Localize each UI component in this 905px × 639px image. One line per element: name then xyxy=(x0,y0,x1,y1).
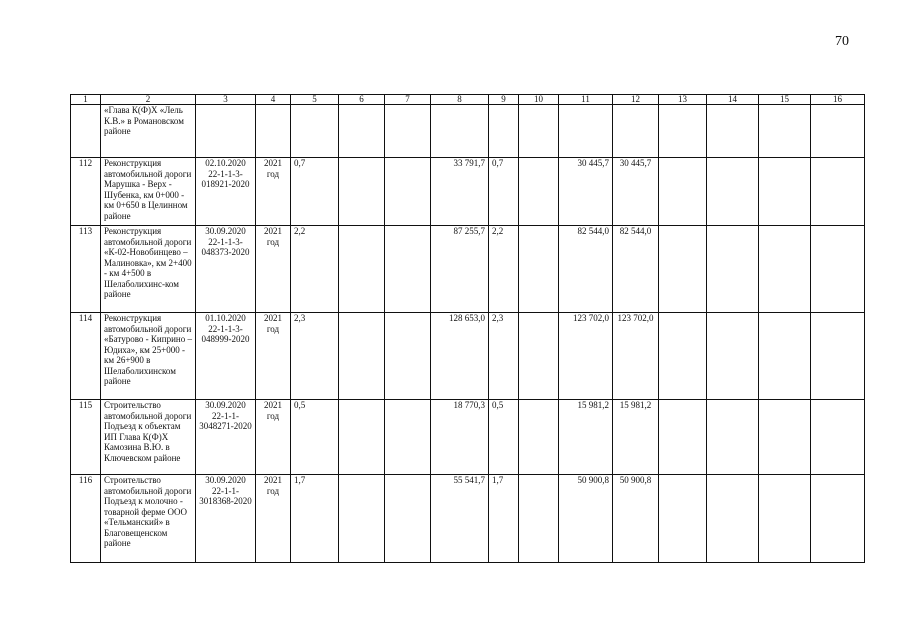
table-cell xyxy=(431,105,489,158)
table-cell xyxy=(291,105,339,158)
table-cell xyxy=(559,105,613,158)
table-cell: 82 544,0 xyxy=(613,226,659,313)
column-header: 3 xyxy=(196,95,256,105)
table-cell xyxy=(339,400,385,475)
table-cell: 128 653,0 xyxy=(431,313,489,400)
table-cell xyxy=(811,400,865,475)
table-cell xyxy=(707,158,759,226)
table-cell xyxy=(811,105,865,158)
column-header: 16 xyxy=(811,95,865,105)
table-cell xyxy=(256,105,291,158)
column-header: 11 xyxy=(559,95,613,105)
table-cell: 1,7 xyxy=(489,475,519,563)
table-cell xyxy=(339,158,385,226)
table-row xyxy=(71,226,865,313)
table-cell: 50 900,8 xyxy=(559,475,613,563)
table-cell xyxy=(519,226,559,313)
table-cell: 2021 год xyxy=(256,475,291,563)
column-header: 12 xyxy=(613,95,659,105)
table-cell: 02.10.2020 22-1-1-3-018921-2020 xyxy=(196,158,256,226)
table-cell xyxy=(385,475,431,563)
table-cell: Строительство автомобильной дороги Подъезд к объектам ИП Глава К(Ф)Х Камозина В.Ю. в Ключевском районе xyxy=(101,400,196,475)
table-cell xyxy=(385,158,431,226)
column-header: 13 xyxy=(659,95,707,105)
table-cell xyxy=(339,105,385,158)
table-cell xyxy=(196,105,256,158)
table-cell xyxy=(385,400,431,475)
table-cell: Реконструкция автомобильной дороги «К-02-Новобинцево – Малиновка», км 2+400 - км 4+500 в Шелаболихинс-ком районе xyxy=(101,226,196,313)
table-cell xyxy=(707,105,759,158)
table-cell: 123 702,0 xyxy=(559,313,613,400)
column-header: 10 xyxy=(519,95,559,105)
table-cell: 30 445,7 xyxy=(613,158,659,226)
table-cell: 2021 год xyxy=(256,400,291,475)
data-table xyxy=(70,94,865,563)
page-number: 70 xyxy=(835,34,849,49)
table-cell xyxy=(385,313,431,400)
table-cell xyxy=(707,313,759,400)
table-cell: 2021 год xyxy=(256,158,291,226)
header-row xyxy=(71,95,865,105)
table-cell xyxy=(707,400,759,475)
table-cell xyxy=(489,105,519,158)
column-header: 6 xyxy=(339,95,385,105)
table-cell xyxy=(707,475,759,563)
table-cell xyxy=(759,158,811,226)
table-cell: 82 544,0 xyxy=(559,226,613,313)
table-cell xyxy=(811,313,865,400)
column-header: 5 xyxy=(291,95,339,105)
table-cell xyxy=(339,313,385,400)
table-cell xyxy=(519,400,559,475)
table-cell xyxy=(385,226,431,313)
table-cell xyxy=(811,158,865,226)
column-header: 1 xyxy=(71,95,101,105)
table-cell: 2,2 xyxy=(489,226,519,313)
table-cell: 116 xyxy=(71,475,101,563)
table-cell: Реконструкция автомобильной дороги Марушка - Верх - Шубенка, км 0+000 - км 0+650 в Целинном районе xyxy=(101,158,196,226)
table-cell xyxy=(659,400,707,475)
table-cell: 15 981,2 xyxy=(559,400,613,475)
table-cell xyxy=(759,475,811,563)
table-cell: 50 900,8 xyxy=(613,475,659,563)
table-cell: 2,2 xyxy=(291,226,339,313)
table-cell xyxy=(519,313,559,400)
table-cell: 87 255,7 xyxy=(431,226,489,313)
table-cell xyxy=(707,226,759,313)
table-cell: 33 791,7 xyxy=(431,158,489,226)
table-cell: 30.09.2020 22-1-1-3-048373-2020 xyxy=(196,226,256,313)
table-cell xyxy=(811,226,865,313)
table-cell: 114 xyxy=(71,313,101,400)
table-cell xyxy=(659,158,707,226)
table-cell: 2,3 xyxy=(489,313,519,400)
table-cell: «Глава К(Ф)Х «Лель К.В.» в Романовском районе xyxy=(101,105,196,158)
column-header: 15 xyxy=(759,95,811,105)
column-header: 9 xyxy=(489,95,519,105)
table-cell: 113 xyxy=(71,226,101,313)
table-cell: 0,5 xyxy=(489,400,519,475)
table-cell: 2021 год xyxy=(256,226,291,313)
table-cell xyxy=(759,400,811,475)
table-cell xyxy=(519,158,559,226)
table-cell xyxy=(519,475,559,563)
column-header: 7 xyxy=(385,95,431,105)
column-header: 14 xyxy=(707,95,759,105)
table-cell: 30.09.2020 22-1-1-3048271-2020 xyxy=(196,400,256,475)
table-cell: 2021 год xyxy=(256,313,291,400)
table-cell xyxy=(759,313,811,400)
table-cell: 55 541,7 xyxy=(431,475,489,563)
table-cell: 1,7 xyxy=(291,475,339,563)
table-cell: 15 981,2 xyxy=(613,400,659,475)
table-cell xyxy=(659,105,707,158)
table-cell: 0,5 xyxy=(291,400,339,475)
table-cell: 30.09.2020 22-1-1-3018368-2020 xyxy=(196,475,256,563)
table-cell xyxy=(385,105,431,158)
table-cell: 123 702,0 xyxy=(613,313,659,400)
table-cell xyxy=(339,475,385,563)
table-cell xyxy=(759,226,811,313)
table-row xyxy=(71,400,865,475)
column-header: 4 xyxy=(256,95,291,105)
table-cell xyxy=(659,313,707,400)
table-cell: 01.10.2020 22-1-1-3-048999-2020 xyxy=(196,313,256,400)
table-cell xyxy=(613,105,659,158)
table-cell xyxy=(811,475,865,563)
table-cell: 30 445,7 xyxy=(559,158,613,226)
table-cell: 0,7 xyxy=(489,158,519,226)
table-row xyxy=(71,475,865,563)
table-cell xyxy=(659,226,707,313)
table-row xyxy=(71,158,865,226)
table-cell: 0,7 xyxy=(291,158,339,226)
column-header: 8 xyxy=(431,95,489,105)
table-cell: 2,3 xyxy=(291,313,339,400)
table-cell xyxy=(659,475,707,563)
table-cell xyxy=(759,105,811,158)
table-cell: 115 xyxy=(71,400,101,475)
column-header: 2 xyxy=(101,95,196,105)
table-cell: 112 xyxy=(71,158,101,226)
table-cell xyxy=(71,105,101,158)
table-row xyxy=(71,105,865,158)
table-row xyxy=(71,313,865,400)
table-cell xyxy=(519,105,559,158)
table-cell: Реконструкция автомобильной дороги «Батурово - Киприно – Юдиха», км 25+000 - км 26+900 в Шелаболихинском районе xyxy=(101,313,196,400)
table-cell xyxy=(339,226,385,313)
table-cell: Строительство автомобильной дороги Подъезд к молочно - товарной ферме ООО «Тельманский» в Благовещенском районе xyxy=(101,475,196,563)
table-cell: 18 770,3 xyxy=(431,400,489,475)
